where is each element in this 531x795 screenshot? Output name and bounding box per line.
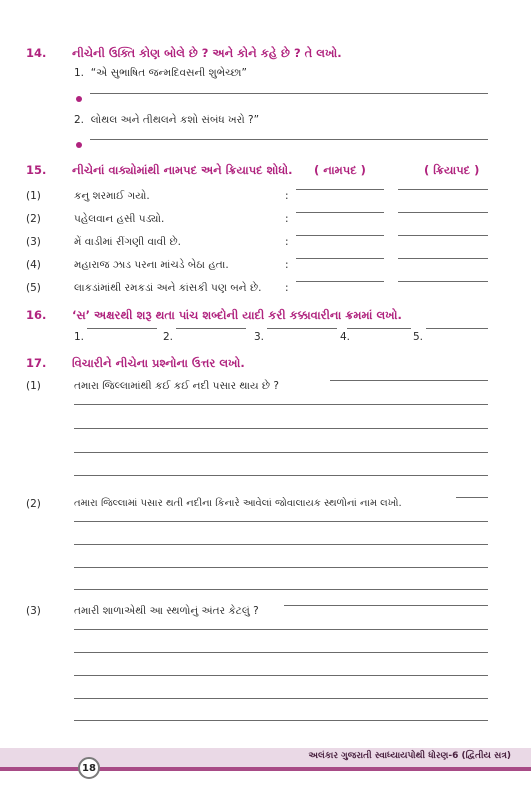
- question-15-heading: [26, 163, 292, 178]
- answer-line[interactable]: [74, 675, 488, 676]
- q17-item-label: (2): [26, 498, 41, 510]
- answer-bullet: [76, 142, 82, 148]
- column-header-verb: ( ક્રિયાપદ ): [424, 163, 480, 177]
- item-text: લોથલ અને તીથલને કશો સંબંધ ખરો ?”: [90, 114, 260, 126]
- noun-answer-line[interactable]: [296, 235, 384, 236]
- noun-answer-line[interactable]: [296, 212, 384, 213]
- verb-answer-line[interactable]: [398, 212, 488, 213]
- question-number: 15.: [26, 163, 47, 177]
- row-colon: :: [285, 213, 289, 225]
- q15-row-label: (2): [26, 213, 41, 225]
- q14-item-1: [74, 67, 247, 80]
- q17-item-label: (3): [26, 605, 41, 617]
- q15-row-label: (4): [26, 259, 41, 271]
- blank-answer-line[interactable]: [176, 328, 246, 329]
- blank-label: 4.: [340, 331, 351, 343]
- q17-item-label: (1): [26, 380, 41, 392]
- answer-line[interactable]: [456, 497, 488, 498]
- answer-line[interactable]: [74, 475, 488, 476]
- row-colon: :: [285, 259, 289, 271]
- verb-answer-line[interactable]: [398, 235, 488, 236]
- question-title: નીચેની ઉક્તિ કોણ બોલે છે ? અને કોને કહે છે ? તે લખો.: [72, 46, 342, 60]
- answer-line[interactable]: [74, 428, 488, 429]
- verb-answer-line[interactable]: [398, 258, 488, 259]
- blank-answer-line[interactable]: [87, 328, 157, 329]
- q14-item-2: [74, 114, 259, 127]
- q15-row-label: (3): [26, 236, 41, 248]
- blank-answer-line[interactable]: [347, 328, 411, 329]
- page-number-badge: 18: [78, 757, 100, 779]
- question-title: વિચારીને નીચેના પ્રશ્નોના ઉત્તર લખો.: [72, 356, 245, 370]
- question-16-heading: [26, 308, 402, 323]
- answer-line[interactable]: [74, 589, 488, 590]
- question-number: 14.: [26, 46, 47, 60]
- verb-answer-line[interactable]: [398, 189, 488, 190]
- q15-row-text: મહારાજ ઝાડ પરના માંચડે બેઠા હતા.: [74, 259, 229, 271]
- answer-line[interactable]: [74, 544, 488, 545]
- answer-line[interactable]: [74, 521, 488, 522]
- book-title: અલંકાર ગુજરાતી સ્વાધ્યાયપોથી ધોરણ-6 (દ્વિતીય સત્ર): [308, 751, 511, 761]
- q15-row-label: (1): [26, 190, 41, 202]
- q15-row-text: કનુ શરમાઈ ગયો.: [74, 190, 150, 202]
- answer-line[interactable]: [74, 698, 488, 699]
- question-14-heading: [26, 46, 342, 61]
- answer-line[interactable]: [74, 720, 488, 721]
- answer-line[interactable]: [90, 93, 488, 94]
- answer-line[interactable]: [74, 567, 488, 568]
- answer-line[interactable]: [74, 652, 488, 653]
- row-colon: :: [285, 282, 289, 294]
- verb-answer-line[interactable]: [398, 281, 488, 282]
- q17-item-text: તમારા જિલ્લામાંથી કઈ કઈ નદી પસાર થાય છે ?: [74, 380, 279, 392]
- question-number: 16.: [26, 308, 47, 322]
- q15-row-text: મેં વાડીમાં રીંગણી વાવી છે.: [74, 236, 181, 248]
- answer-line[interactable]: [90, 139, 488, 140]
- blank-label: 3.: [254, 331, 265, 343]
- row-colon: :: [285, 190, 289, 202]
- blank-answer-line[interactable]: [426, 328, 488, 329]
- noun-answer-line[interactable]: [296, 189, 384, 190]
- blank-label: 2.: [163, 331, 174, 343]
- item-label: 1.: [74, 67, 85, 79]
- q15-row-text: પહેલવાન હસી પડ્યો.: [74, 213, 165, 225]
- answer-line[interactable]: [74, 404, 488, 405]
- question-number: 17.: [26, 356, 47, 370]
- blank-label: 1.: [74, 331, 85, 343]
- question-17-heading: [26, 356, 245, 371]
- blank-answer-line[interactable]: [267, 328, 337, 329]
- noun-answer-line[interactable]: [296, 258, 384, 259]
- column-header-nounphrase: ( નામપદ ): [314, 163, 366, 177]
- q15-row-text: લાકડાંમાંથી રમકડાં અને કાંસકી પણ બને છે.: [74, 282, 262, 294]
- q15-row-label: (5): [26, 282, 41, 294]
- row-colon: :: [285, 236, 289, 248]
- question-title: ‘સ’ અક્ષરથી શરૂ થતા પાંચ શબ્દોની યાદી કરી કક્કાવારીના ક્રમમાં લખો.: [72, 308, 402, 322]
- q17-item-text: તમારા જિલ્લામાં પસાર થતી નદીના કિનારે આવેલાં જોવાલાયક સ્થળોનાં નામ લખો.: [74, 498, 402, 509]
- answer-bullet: [76, 96, 82, 102]
- noun-answer-line[interactable]: [296, 281, 384, 282]
- item-label: 2.: [74, 114, 85, 126]
- blank-label: 5.: [413, 331, 424, 343]
- question-title: નીચેનાં વાક્યોમાંથી નામપદ અને ક્રિયાપદ શોધો.: [72, 163, 293, 177]
- q17-item-text: તમારી શાળાએથી આ સ્થળોનું અંતર કેટલું ?: [74, 605, 259, 617]
- answer-line[interactable]: [74, 629, 488, 630]
- answer-line[interactable]: [284, 605, 488, 606]
- answer-line[interactable]: [330, 380, 488, 381]
- answer-line[interactable]: [74, 452, 488, 453]
- item-text: “એ સુભાષિત જન્મદિવસની શુભેચ્છા”: [90, 67, 247, 79]
